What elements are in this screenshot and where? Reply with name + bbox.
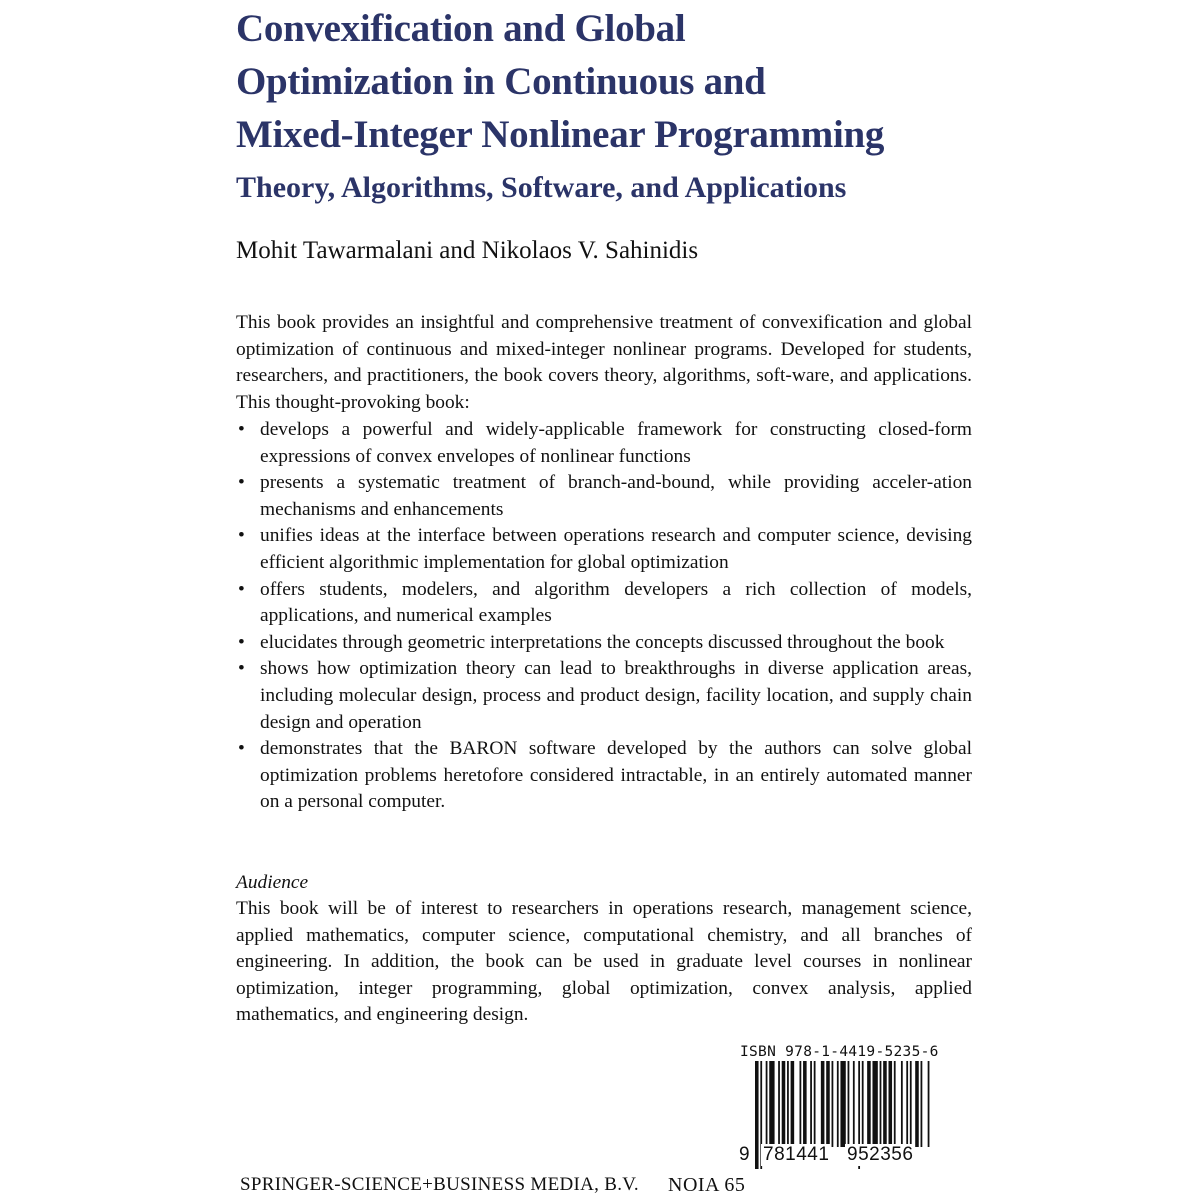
bullet-icon: • <box>238 472 245 494</box>
barcode-digits-left: 781441 <box>763 1144 830 1165</box>
barcode-bar <box>853 1061 855 1147</box>
barcode-bar <box>778 1061 780 1147</box>
feature-item <box>236 523 972 576</box>
barcode-bar <box>889 1061 893 1147</box>
bullet-icon: • <box>238 631 245 653</box>
barcode-bar <box>810 1061 812 1147</box>
bullet-icon: • <box>238 525 245 547</box>
book-subtitle: Theory, Algorithms, Software, and Applications <box>236 171 847 204</box>
title-line-1: Convexification and Global <box>236 7 686 50</box>
isbn-label: ISBN 978-1-4419-5235-6 <box>740 1044 939 1060</box>
audience-heading: Audience <box>236 872 309 893</box>
barcode-bar <box>928 1061 930 1147</box>
feature-item <box>236 630 972 657</box>
book-authors: Mohit Tawarmalani and Nikolaos V. Sahinidis <box>236 237 699 264</box>
bullet-icon: • <box>238 578 245 600</box>
bullet-icon: • <box>238 738 245 760</box>
barcode-bar <box>766 1061 768 1147</box>
barcode-bar <box>769 1061 774 1147</box>
feature-item <box>236 417 972 470</box>
barcode-bar <box>832 1061 834 1147</box>
barcode-bar <box>837 1061 839 1147</box>
feature-text: unifies ideas at the interface between operations research and computer science, devising efficient algorithmic implementation for global optimization <box>260 525 972 573</box>
barcode-bar <box>800 1061 802 1147</box>
barcode-bar <box>848 1061 850 1147</box>
barcode-bar <box>906 1061 908 1147</box>
barcode-bar <box>814 1061 816 1147</box>
title-line-3: Mixed-Integer Nonlinear Programming <box>236 113 885 156</box>
barcode-bar <box>840 1061 845 1147</box>
feature-list <box>236 417 972 816</box>
bullet-icon: • <box>238 658 245 680</box>
series-label: NOIA 65 <box>668 1174 746 1196</box>
barcode-bar <box>901 1061 903 1147</box>
book-title <box>236 2 976 161</box>
barcode-bar <box>826 1061 830 1147</box>
feature-item <box>236 736 972 816</box>
barcode-bar <box>880 1061 882 1147</box>
audience-paragraph: This book will be of interest to researchers in operations research, management science, applied mathematics, computer science, computational chemistry, and all branches of engineering. In addition, the book can be used in graduate level courses in nonlinear optimization, integer programming, global optimization, convex analysis, applied mathematics, and engineering design. <box>236 898 972 1026</box>
barcode-bar <box>791 1061 795 1147</box>
feature-text: demonstrates that the BARON software developed by the authors can solve global optimization problems heretofore considered intractable, in an entirely automated manner on a personal computer. <box>260 738 972 813</box>
feature-item <box>236 656 972 736</box>
barcode-digits <box>733 1144 943 1168</box>
barcode-bar <box>803 1061 807 1147</box>
intro-paragraph: This book provides an insightful and comprehensive treatment of convexification and global optimization of continuous and mixed-integer nonlinear programs. Developed for students, researchers, and practitioners, the book covers theory, algorithms, soft-ware, and applications. This thought-provoking book: <box>236 312 972 413</box>
barcode-bar <box>921 1061 923 1147</box>
bullet-icon: • <box>238 419 245 440</box>
feature-text: offers students, modelers, and algorithm developers a rich collection of models, applications, and numerical examples <box>260 578 972 627</box>
feature-text: elucidates through geometric interpretations the concepts discussed throughout the book <box>260 631 945 653</box>
barcode-digit-prefix: 9 <box>739 1144 750 1165</box>
barcode-bar <box>872 1061 877 1147</box>
barcode-bar <box>787 1061 789 1147</box>
feature-text: shows how optimization theory can lead to breakthroughs in diverse application areas, including molecular design, process and product design, facility location, and supply chain design and operation <box>260 658 972 733</box>
feature-text: develops a powerful and widely-applicable framework for constructing closed-form expressions of convex envelopes of nonlinear functions <box>260 419 972 467</box>
publisher-name: SPRINGER-SCIENCE+BUSINESS MEDIA, B.V. <box>240 1174 639 1195</box>
barcode-bar <box>867 1061 871 1147</box>
barcode-bar <box>910 1061 912 1147</box>
title-line-2: Optimization in Continuous and <box>236 60 766 103</box>
barcode-bar <box>915 1061 919 1147</box>
feature-text: presents a systematic treatment of branch-and-bound, while providing acceler-ation mechanisms and enhancements <box>260 472 972 520</box>
barcode-digits-right: 952356 <box>847 1144 914 1165</box>
barcode-bar <box>894 1061 896 1147</box>
barcode-bar <box>883 1061 887 1147</box>
feature-item <box>236 470 972 523</box>
barcode-bar <box>782 1061 786 1147</box>
feature-item <box>236 577 972 630</box>
barcode-bar <box>862 1061 864 1147</box>
barcode-bar <box>821 1061 825 1147</box>
